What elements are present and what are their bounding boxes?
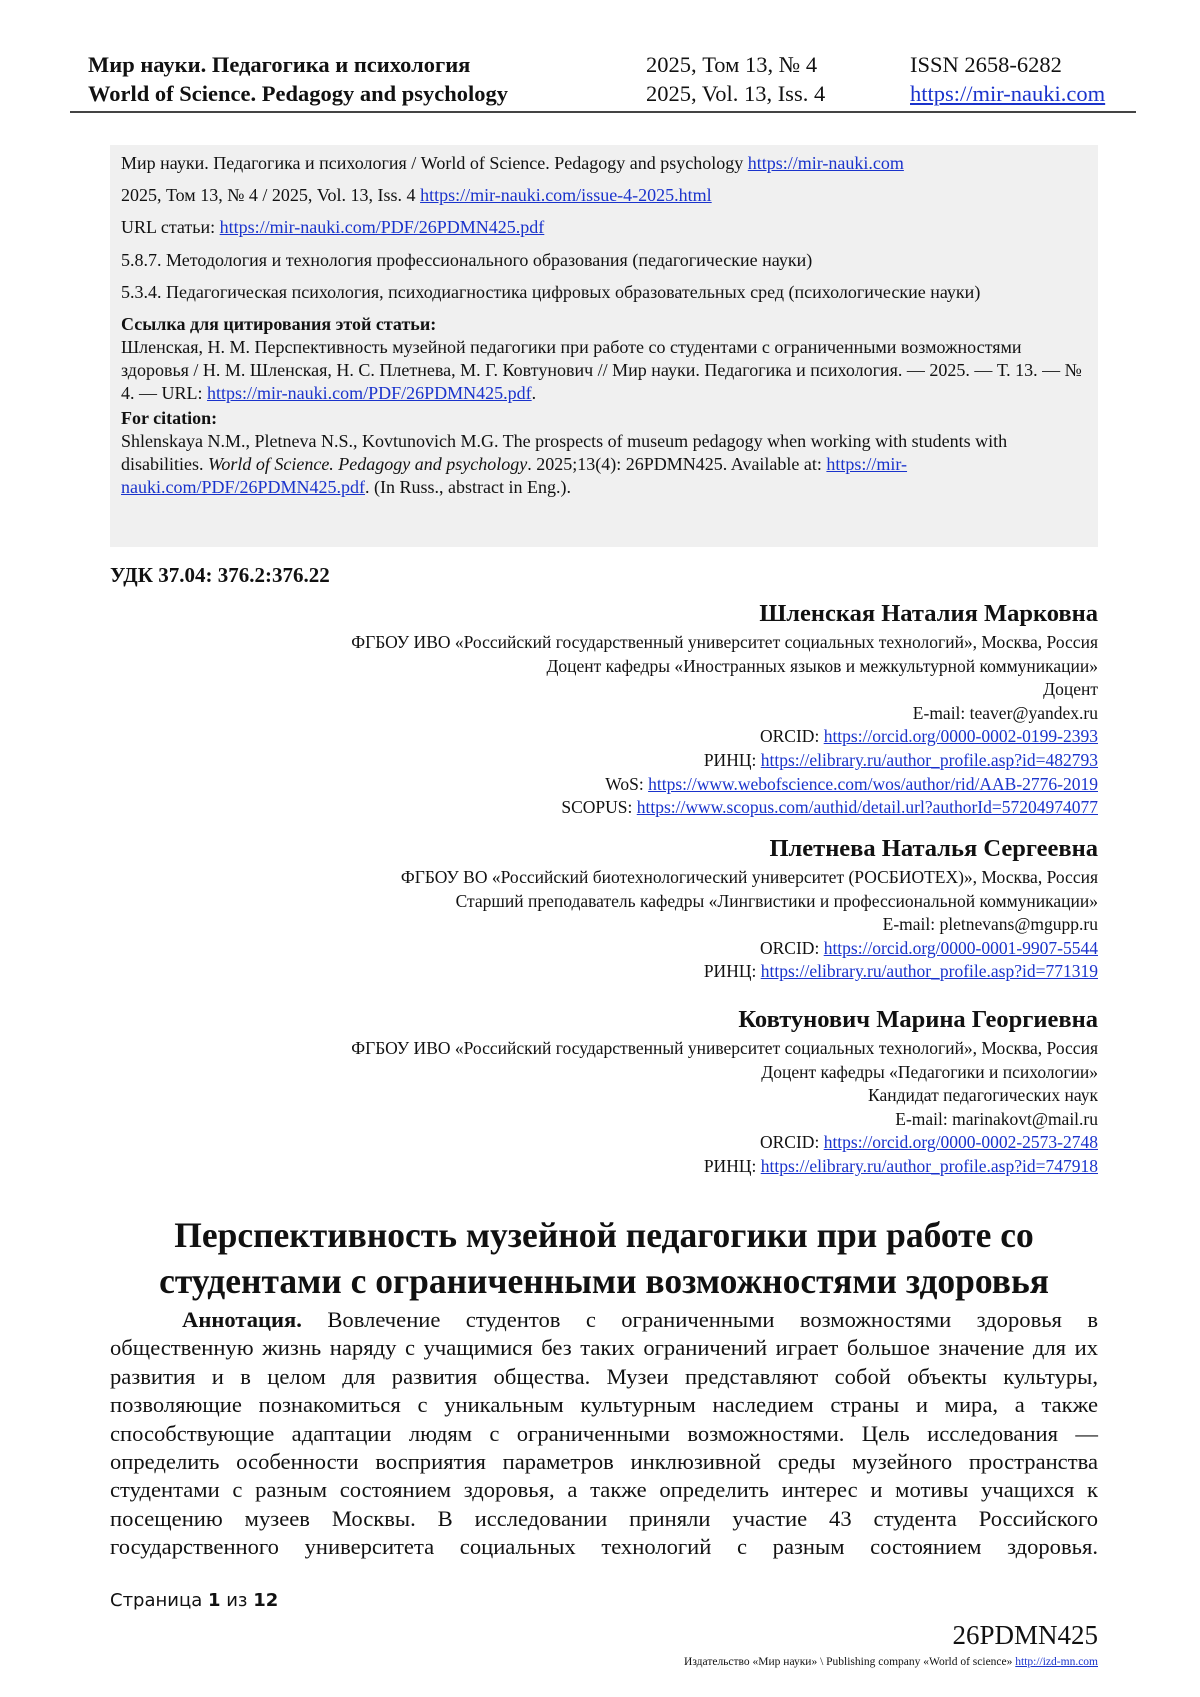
journal-link[interactable]: https://mir-nauki.com	[747, 153, 904, 173]
orcid-label: ORCID:	[760, 726, 824, 747]
author-affiliation: ФГБОУ ИВО «Российский государственный университет социальных технологий», Москва, Россия	[351, 632, 1098, 652]
citation-en-link[interactable]: https://mir-nauki.com/PDF/26PDMN425.pdf	[121, 454, 908, 497]
rinc-label: РИНЦ:	[703, 961, 761, 982]
citation-ru-heading: Ссылка для цитирования этой статьи:	[121, 314, 437, 334]
header-issn	[910, 50, 1105, 108]
author-email: E-mail: marinakovt@mail.ru	[895, 1108, 1098, 1129]
article-url-link[interactable]: https://mir-nauki.com/PDF/26PDMN425.pdf	[219, 217, 545, 237]
orcid-link[interactable]: https://orcid.org/0000-0002-0199-2393	[823, 726, 1098, 747]
udk-code: УДК 37.04: 376.2:376.22	[110, 563, 330, 587]
orcid-label: ORCID:	[760, 1132, 824, 1153]
publisher-link[interactable]: http://izd-mn.com	[1015, 1656, 1098, 1668]
author-orcid	[351, 725, 1098, 749]
author-email: E-mail: teaver@yandex.ru	[912, 702, 1098, 723]
author-degree: Доцент	[1043, 679, 1098, 700]
citation-ru-link[interactable]: https://mir-nauki.com/PDF/26PDMN425.pdf	[207, 383, 532, 403]
citation-en-text-2: . 2025;13(4): 26PDMN425. Available at:	[527, 454, 827, 474]
journal-line	[121, 152, 904, 175]
author-affiliation: ФГБОУ ВО «Российский биотехнологический университет (РОСБИОТЕХ)», Москва, Россия	[400, 867, 1098, 887]
article-title: Перспективность музейной педагогики при работе со студентами с ограниченными возможностями здоровья	[159, 1215, 1049, 1301]
issue-en: 2025, Vol. 13, Iss. 4	[646, 81, 826, 106]
author-position: Старший преподаватель кафедры «Лингвистики и профессиональной коммуникации»	[455, 890, 1098, 911]
citation-ru-text: Шленская, Н. М. Перспективность музейной педагогики при работе со студентами с ограниченными возможностями здоровья / Н. М. Шленская, Н. С. Плетнева, М. Г. Ковтунович // Мир науки. Педагогика и психология. — 2025. — Т. 13. — № 4. — URL:	[121, 337, 1082, 403]
page-total: 12	[253, 1590, 279, 1611]
article-info-box	[110, 145, 1098, 547]
rinc-label: РИНЦ:	[703, 749, 761, 770]
issn: ISSN 2658-6282	[910, 52, 1062, 77]
author-degree: Кандидат педагогических наук	[868, 1085, 1098, 1106]
journal-title-en: World of Science. Pedagogy and psychology	[88, 81, 509, 106]
page-current: 1	[207, 1590, 221, 1611]
citation-en-text: Shlenskaya N.M., Pletneva N.S., Kovtunovich M.G. The prospects of museum pedagogy when working with students with disabilities.	[121, 431, 1008, 474]
author-1	[351, 598, 1098, 820]
url-line	[121, 216, 544, 239]
rinc-link[interactable]: https://elibrary.ru/author_profile.asp?id=747918	[760, 1155, 1098, 1176]
wos-link[interactable]: https://www.webofscience.com/wos/author/rid/AAB-2776-2019	[648, 773, 1098, 794]
header-divider	[70, 111, 1136, 113]
header-issue	[646, 50, 825, 108]
issue-ru: 2025, Том 13, № 4	[646, 52, 818, 77]
site-link[interactable]: https://mir-nauki.com	[910, 81, 1106, 106]
author-orcid	[401, 937, 1098, 961]
author-2	[401, 833, 1098, 984]
header-journal	[88, 50, 508, 108]
author-name: Плетнева Наталья Сергеевна	[769, 835, 1098, 862]
citation-en-heading: For citation:	[121, 408, 218, 428]
author-name: Ковтунович Марина Георгиевна	[738, 1006, 1098, 1033]
abstract	[110, 1306, 1098, 1562]
citation-en-journal: World of Science. Pedagogy and psychology	[208, 454, 528, 474]
author-scopus	[351, 796, 1098, 820]
page-label: Страница	[110, 1590, 208, 1611]
page-of: из	[220, 1590, 254, 1611]
author-rinc	[351, 1155, 1098, 1179]
orcid-label: ORCID:	[760, 937, 824, 958]
citation-ru	[121, 313, 1091, 405]
author-affiliation: ФГБОУ ИВО «Российский государственный университет социальных технологий», Москва, Россия	[351, 1038, 1098, 1058]
journal-line-text: Мир науки. Педагогика и психология / World of Science. Pedagogy and psychology	[121, 153, 748, 173]
abstract-text: Вовлечение студентов с ограниченными возможностями здоровья в общественную жизнь наряду с учащимися без таких ограничений играет большое значение для их развития и в целом для развития общества. Музеи представляют собой объекты культуры, позволяющие познакомиться с уникальным культурным наследием страны и мира, а также способствующие адаптации людям с ограниченными возможностями. Цель исследования — определить особенности восприятия параметров инклюзивной среды музейного пространства студентами с разным состоянием здоровья, а также определить интерес и мотивы учащихся к посещению музеев Москвы. В исследовании приняли участие 43 студента Российского государственного университета социальных технологий с разным состоянием здоровья.	[110, 1307, 1098, 1560]
citation-en	[121, 407, 1091, 499]
author-position: Доцент кафедры «Педагогики и психологии»	[761, 1061, 1098, 1082]
author-position: Доцент кафедры «Иностранных языков и межкультурной коммуникации»	[546, 655, 1098, 676]
journal-title-ru: Мир науки. Педагогика и психология	[88, 52, 471, 77]
author-orcid	[351, 1131, 1098, 1155]
author-name: Шленская Наталия Марковна	[759, 600, 1098, 627]
issue-line-text: 2025, Том 13, № 4 / 2025, Vol. 13, Iss. 4	[121, 185, 421, 205]
rinc-link[interactable]: https://elibrary.ru/author_profile.asp?id=771319	[760, 961, 1098, 982]
running-header	[88, 50, 1136, 112]
author-rinc	[351, 749, 1098, 773]
citation-en-end: . (In Russ., abstract in Eng.).	[365, 477, 571, 497]
abstract-label: Аннотация.	[182, 1307, 302, 1332]
publisher-line	[684, 1656, 1098, 1668]
author-rinc	[401, 960, 1098, 984]
scopus-label: SCOPUS:	[561, 797, 637, 818]
issue-line	[121, 184, 712, 207]
scopus-link[interactable]: https://www.scopus.com/authid/detail.url?authorId=57204974077	[636, 797, 1098, 818]
specialty-1: 5.8.7. Методология и технология профессионального образования (педагогические науки)	[121, 250, 813, 270]
specialty-2: 5.3.4. Педагогическая психология, психодиагностика цифровых образовательных сред (психологические науки)	[121, 282, 981, 302]
citation-ru-end: .	[531, 383, 537, 403]
url-label: URL статьи:	[121, 217, 220, 237]
author-email: E-mail: pletnevans@mgupp.ru	[882, 914, 1098, 935]
rinc-label: РИНЦ:	[703, 1155, 761, 1176]
wos-label: WoS:	[605, 773, 649, 794]
page-number	[110, 1590, 278, 1611]
rinc-link[interactable]: https://elibrary.ru/author_profile.asp?id=482793	[760, 749, 1098, 770]
orcid-link[interactable]: https://orcid.org/0000-0001-9907-5544	[823, 937, 1098, 958]
publisher-text: Издательство «Мир науки» \ Publishing company «World of science»	[684, 1656, 1016, 1668]
article-id: 26PDMN425	[952, 1620, 1098, 1650]
author-3	[351, 1004, 1098, 1179]
orcid-link[interactable]: https://orcid.org/0000-0002-2573-2748	[823, 1132, 1098, 1153]
issue-link[interactable]: https://mir-nauki.com/issue-4-2025.html	[420, 185, 712, 205]
author-wos	[351, 773, 1098, 797]
